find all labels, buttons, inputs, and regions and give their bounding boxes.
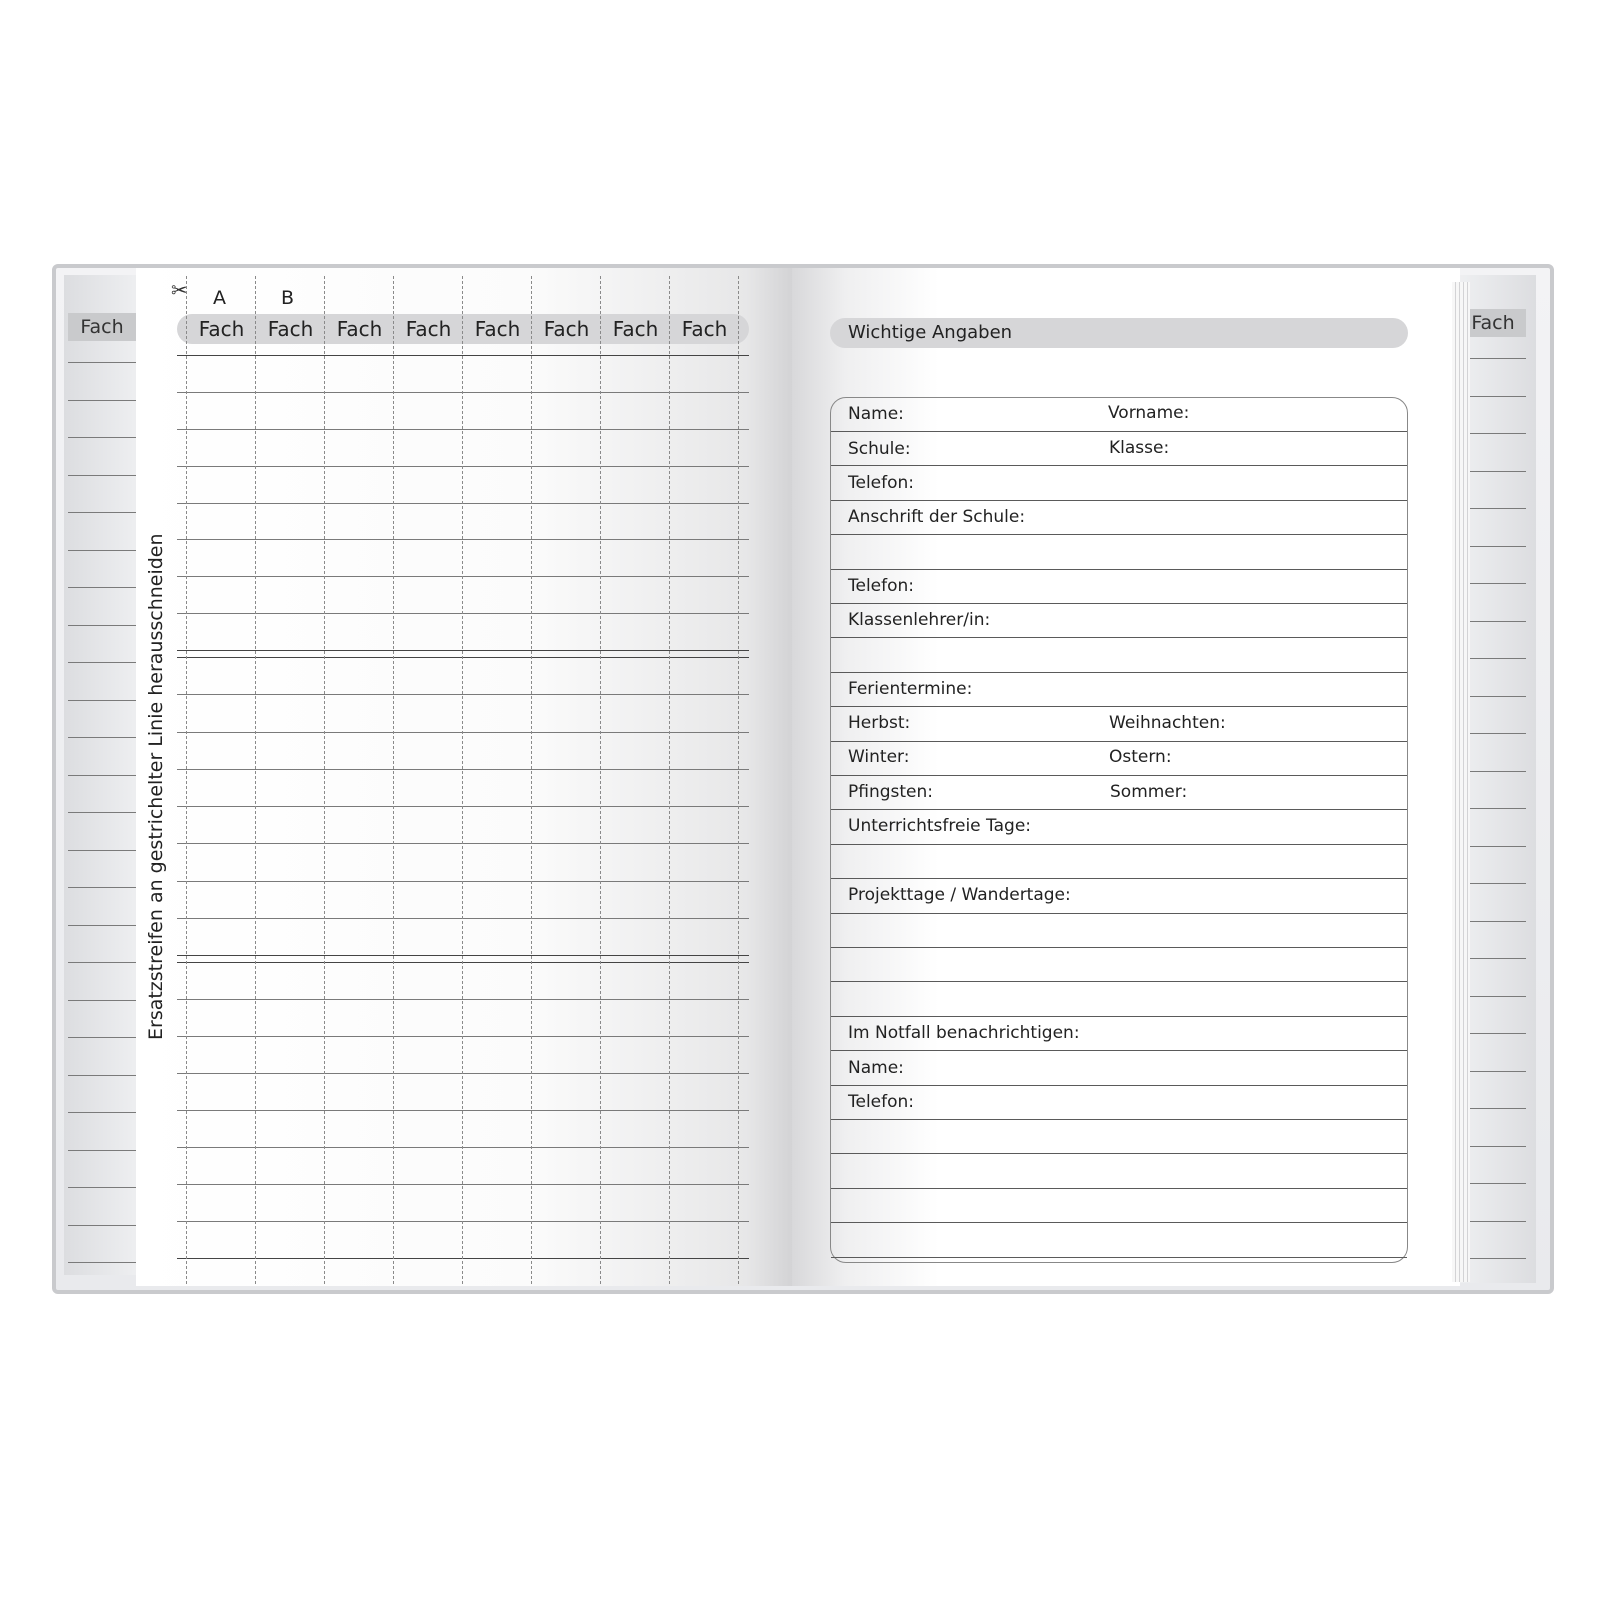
field-name: Name: [848, 404, 904, 424]
flap-line [1462, 1108, 1526, 1109]
flap-line [68, 1225, 136, 1226]
subject-header-6: Fach [543, 317, 590, 341]
form-row-line [831, 569, 1407, 570]
flap-line [68, 1150, 136, 1151]
grid-row-line [177, 1147, 749, 1148]
field-emergency: Im Notfall benachrichtigen: [848, 1023, 1080, 1043]
cut-instruction-label: Ersatzstreifen an gestrichelter Linie herausschneiden [145, 533, 167, 1040]
flap-line [68, 437, 136, 438]
subject-header-3: Fach [336, 317, 383, 341]
field-summer: Sommer: [1110, 782, 1188, 802]
flap-line [1462, 846, 1526, 847]
form-row-line [831, 741, 1407, 742]
form-row-line [831, 431, 1407, 432]
flap-line [68, 850, 136, 851]
block-bottom-line [177, 650, 749, 651]
grid-row-line [177, 843, 749, 844]
form-row-line [831, 1050, 1407, 1051]
form-row-line [831, 603, 1407, 604]
grid-row-line [177, 806, 749, 807]
flap-line [1462, 808, 1526, 809]
flap-line [68, 700, 136, 701]
flap-line [1462, 921, 1526, 922]
column-letter-a: A [213, 287, 226, 309]
form-row-line [831, 672, 1407, 673]
form-row-line [831, 1153, 1407, 1154]
form-row-line [831, 844, 1407, 845]
field-school-address: Anschrift der Schule: [848, 507, 1026, 527]
field-emergency-telefon: Telefon: [848, 1092, 915, 1112]
grid-row-line [177, 1110, 749, 1111]
subject-header-1: Fach [198, 317, 245, 341]
field-telefon: Telefon: [848, 473, 915, 493]
form-row-line [831, 1119, 1407, 1120]
block-bottom-line [177, 955, 749, 956]
flap-line [68, 1037, 136, 1038]
form-row-line [831, 637, 1407, 638]
flap-line [1462, 1146, 1526, 1147]
flap-line [68, 1187, 136, 1188]
subject-header-2: Fach [267, 317, 314, 341]
grid-row-line [177, 694, 749, 695]
field-autumn: Herbst: [848, 713, 911, 733]
form-row-line [831, 1016, 1407, 1017]
grid-row-line [177, 466, 749, 467]
block-top-line [177, 657, 749, 658]
field-class-teacher: Klassenlehrer/in: [848, 610, 991, 630]
flap-line [68, 587, 136, 588]
flap-line [1462, 358, 1526, 359]
flap-line [68, 625, 136, 626]
grid-row-line [177, 732, 749, 733]
flap-line [1462, 508, 1526, 509]
grid-row-line [177, 392, 749, 393]
form-row-line [831, 1188, 1407, 1189]
subject-header-4: Fach [405, 317, 452, 341]
field-project-days: Projekttage / Wandertage: [848, 885, 1071, 905]
flap-line [1462, 583, 1526, 584]
grid-row-line [177, 539, 749, 540]
flap-line [1462, 433, 1526, 434]
form-row-line [831, 1257, 1407, 1258]
grid-row-line [177, 769, 749, 770]
form-row-line [831, 981, 1407, 982]
field-schule: Schule: [848, 439, 911, 459]
form-row-line [831, 534, 1407, 535]
field-winter: Winter: [848, 747, 910, 767]
flap-line [68, 400, 136, 401]
flap-line [68, 812, 136, 813]
flap-line [1462, 996, 1526, 997]
flap-line [68, 362, 136, 363]
flap-line [1462, 621, 1526, 622]
flap-line [1462, 771, 1526, 772]
info-title: Wichtige Angaben [848, 322, 1013, 343]
left-page [136, 268, 792, 1286]
grid-row-line [177, 1221, 749, 1222]
grid-row-line [177, 1184, 749, 1185]
grid-row-line [177, 576, 749, 577]
cut-dashed-line [738, 276, 739, 1284]
cover-flap-right [1460, 275, 1536, 1283]
grid-row-line [177, 1073, 749, 1074]
block-top-line [177, 355, 749, 356]
flap-line [1462, 1258, 1526, 1259]
flap-line [1462, 733, 1526, 734]
flap-line [1462, 1221, 1526, 1222]
column-letter-b: B [281, 287, 295, 309]
form-row-line [831, 809, 1407, 810]
cut-dashed-line [462, 276, 463, 1284]
cut-dashed-line [186, 276, 187, 1284]
flap-line [1462, 1071, 1526, 1072]
flap-line [68, 887, 136, 888]
flap-line [68, 550, 136, 551]
form-row-line [831, 947, 1407, 948]
form-row-line [831, 913, 1407, 914]
form-row-line [831, 775, 1407, 776]
flap-line [68, 512, 136, 513]
field-days-off: Unterrichtsfreie Tage: [848, 816, 1031, 836]
cut-dashed-line [531, 276, 532, 1284]
flap-line [68, 737, 136, 738]
form-row-line [831, 878, 1407, 879]
block-top-line [177, 962, 749, 963]
flap-line [1462, 546, 1526, 547]
flap-line [68, 925, 136, 926]
grid-row-line [177, 503, 749, 504]
flap-line [68, 962, 136, 963]
grid-row-line [177, 429, 749, 430]
flap-line [68, 1075, 136, 1076]
flap-line [68, 1262, 136, 1263]
grid-row-line [177, 613, 749, 614]
form-row-line [831, 500, 1407, 501]
flap-line [68, 1000, 136, 1001]
flap-line [1462, 1183, 1526, 1184]
cut-dashed-line [600, 276, 601, 1284]
form-row-line [831, 1222, 1407, 1223]
field-easter: Ostern: [1109, 747, 1172, 767]
cut-dashed-line [669, 276, 670, 1284]
subject-header-7: Fach [612, 317, 659, 341]
page-edges [1452, 282, 1470, 1282]
grid-row-line [177, 1036, 749, 1037]
flap-tab-left: Fach [68, 313, 136, 341]
flap-line [68, 662, 136, 663]
block-bottom-line [177, 1258, 749, 1259]
grid-row-line [177, 918, 749, 919]
flap-line [1462, 958, 1526, 959]
flap-line [1462, 396, 1526, 397]
cut-dashed-line [255, 276, 256, 1284]
field-klasse: Klasse: [1109, 438, 1170, 458]
field-vorname: Vorname: [1108, 403, 1190, 423]
cut-dashed-line [324, 276, 325, 1284]
flap-line [1462, 1033, 1526, 1034]
flap-line [68, 775, 136, 776]
form-row-line [831, 465, 1407, 466]
form-row-line [831, 1085, 1407, 1086]
grid-row-line [177, 881, 749, 882]
flap-line [1462, 471, 1526, 472]
flap-line [1462, 658, 1526, 659]
flap-line [68, 475, 136, 476]
cut-dashed-line [393, 276, 394, 1284]
field-school-telefon: Telefon: [848, 576, 915, 596]
field-christmas: Weihnachten: [1109, 713, 1226, 733]
grid-row-line [177, 999, 749, 1000]
flap-line [68, 1112, 136, 1113]
subject-header-5: Fach [474, 317, 521, 341]
form-row-line [831, 706, 1407, 707]
subject-header-8: Fach [681, 317, 728, 341]
field-emergency-name: Name: [848, 1058, 904, 1078]
field-holidays: Ferientermine: [848, 679, 973, 699]
scissors-icon: ✂ [171, 278, 188, 302]
field-pentecost: Pfingsten: [848, 782, 934, 802]
flap-line [1462, 883, 1526, 884]
flap-tab-right: Fach [1460, 309, 1526, 337]
flap-line [1462, 696, 1526, 697]
